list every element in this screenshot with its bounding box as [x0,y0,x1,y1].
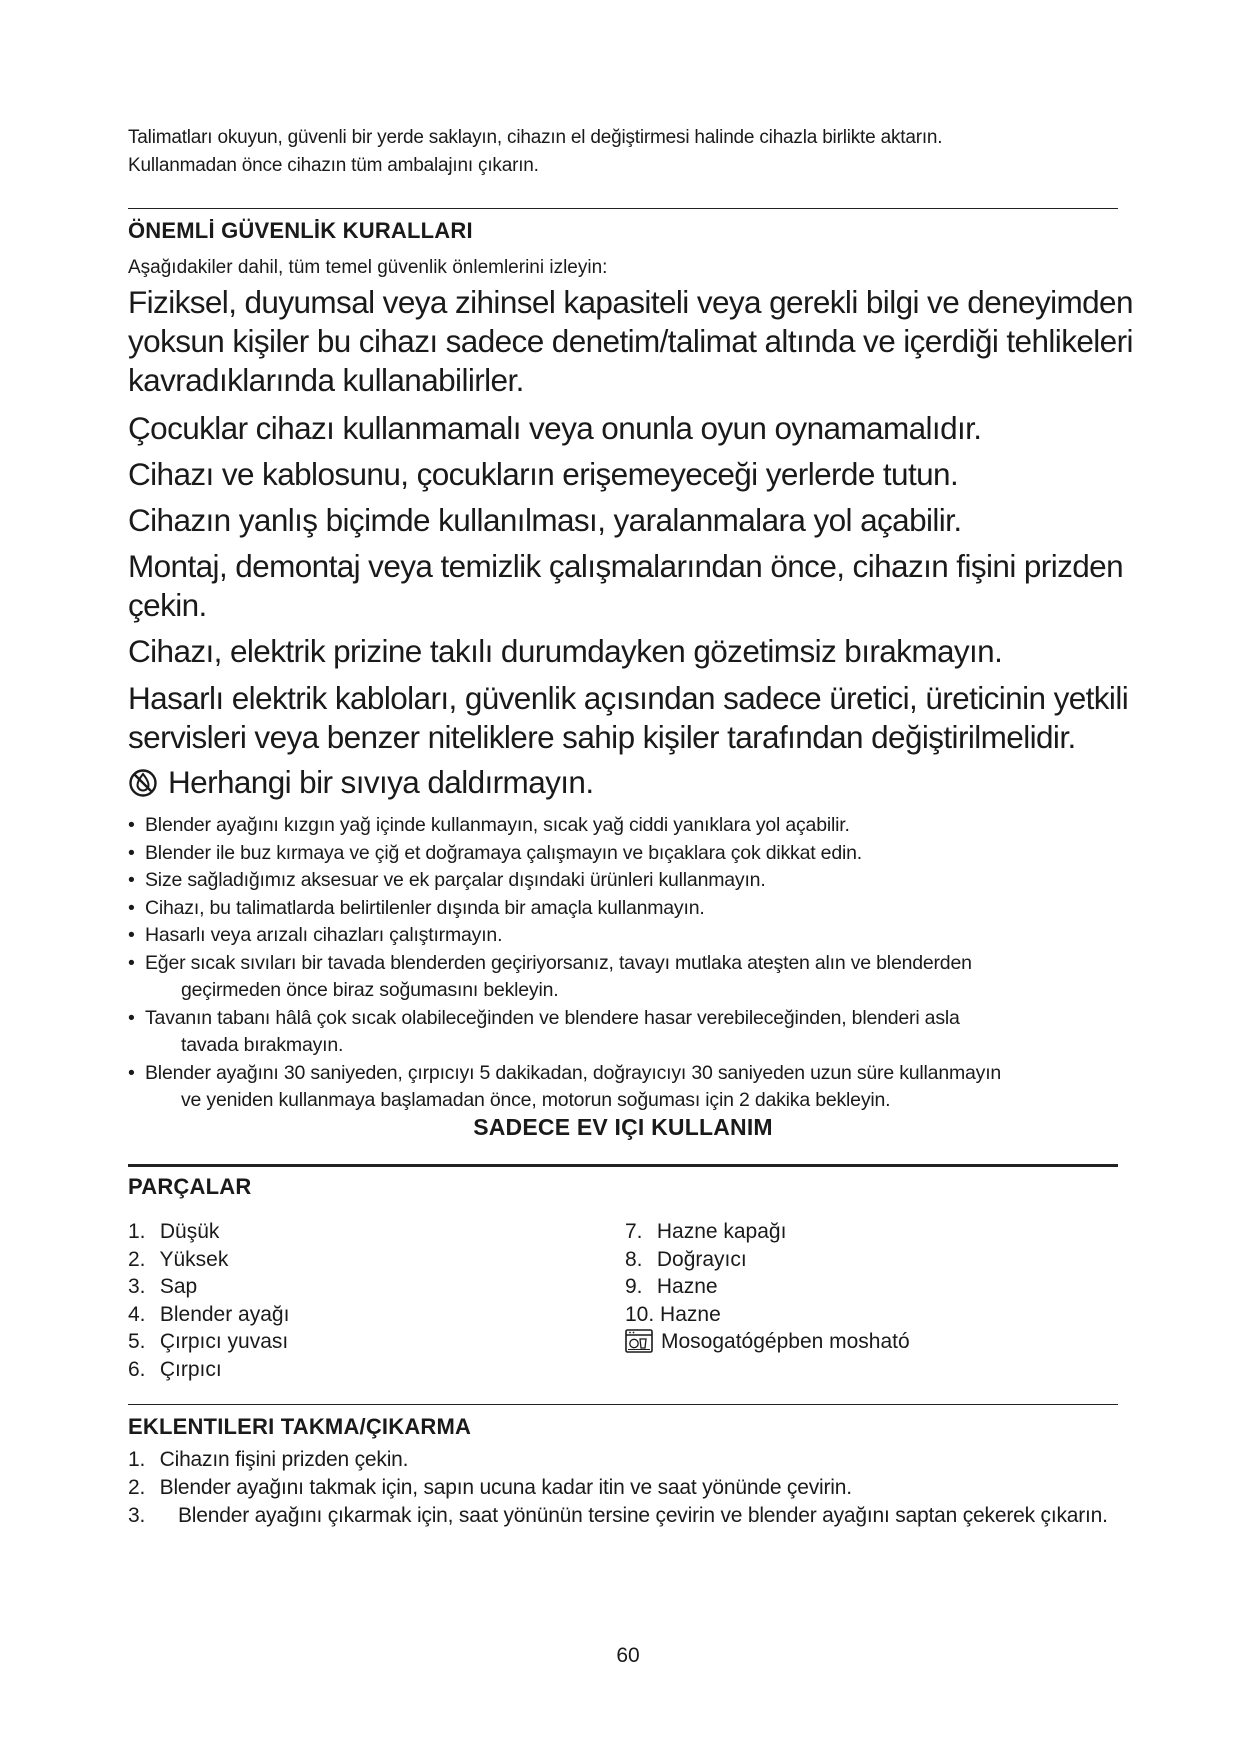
parts-item [128,1356,289,1384]
step-item [128,1446,1108,1474]
parts-item-label: Çırpıcı [159,1357,222,1381]
parts-item-number: 4. [128,1302,146,1326]
parts-item-number: 2. [128,1247,146,1271]
step-text: Blender ayağını takmak için, sapın ucuna kadar itin ve saat yönünde çevirin. [159,1476,852,1499]
parts-item-number: 8. [625,1247,643,1271]
safety-warning: Cihazı, elektrik prizine takılı durumdayken gözetimsiz bırakmayın. [128,633,1003,669]
parts-list-right [625,1218,910,1356]
parts-item-label: Çırpıcı yuvası [159,1330,289,1353]
section-divider [128,1164,1118,1167]
immersion-warning-text: Herhangi bir sıvıya daldırmayın. [168,764,594,800]
parts-item-number: 6. [128,1357,146,1381]
intro-line: Kullanmadan önce cihazın tüm ambalajını çıkarın. [128,155,539,176]
list-item-text: Tavanın tabanı hâlâ çok sıcak olabileceğinden ve blendere hasar verebileceğinden, blenderi asla [145,1006,960,1029]
list-item [128,1005,1128,1060]
parts-item-label: Hazne kapağı [656,1220,787,1243]
safety-warning: Hasarlı elektrik kabloları, güvenlik açısından sadece üretici, üreticinin yetkili servisleri veya benzer niteliklere sahip kişiler tarafından değiştirilmelidir. [128,680,1129,755]
list-item-continuation: ve yeniden kullanmaya başlamadan önce, motorun soğuması için 2 dakika bekleyin. [181,1089,891,1111]
parts-item-label: Sap [159,1275,198,1298]
safety-warning: Fiziksel, duyumsal veya zihinsel kapasiteli veya gerekli bilgi ve deneyimden yoksun kişiler bu cihazı sadece denetim/talimat altında ve içerdiği tehlikeleri kavradıklarında kullanabilirler. [128,284,1133,398]
immersion-warning [128,763,1133,802]
page-number: 60 [616,1644,640,1667]
list-item [128,1060,1128,1115]
list-item: • Cihazı, bu talimatlarda belirtilenler dışında bir amaçla kullanmayın. [128,895,1128,923]
intro-text [128,124,1128,180]
parts-item-label: Yüksek [159,1247,229,1271]
safety-warning: Montaj, demontaj veya temizlik çalışmalarından önce, cihazın fişini prizden çekin. [128,548,1123,623]
list-item: • Size sağladığımız aksesuar ve ek parçalar dışındaki ürünleri kullanmayın. [128,867,1128,895]
list-item: • Blender ile buz kırmaya ve çiğ et doğramaya çalışmayın ve bıçaklara çok dikkat edin. [128,840,1128,868]
attachments-heading: EKLENTILERI TAKMA/ÇIKARMA [128,1414,472,1439]
parts-item [128,1246,289,1274]
list-item-continuation: geçirmeden önce biraz soğumasını bekleyin. [181,979,559,1001]
no-immersion-icon [128,768,158,798]
list-item [128,950,1128,1005]
safety-warning: Cihazı ve kablosunu, çocukların erişemeyeceği yerlerde tutun. [128,456,959,492]
parts-item-label: Düşük [159,1220,220,1243]
step-text: Blender ayağını çıkarmak için, saat yönünün tersine çevirin ve blender ayağını saptan çekerek çıkarın. [178,1504,1108,1527]
step-item [128,1474,1108,1502]
section-divider [128,208,1118,209]
household-use-title: SADECE EV IÇI KULLANIM [473,1114,773,1140]
parts-item-number: 5. [128,1330,146,1353]
list-item-continuation: tavada bırakmayın. [181,1034,344,1056]
section-divider [128,1404,1118,1405]
list-item: • Blender ayağını kızgın yağ içinde kullanmayın, sıcak yağ ciddi yanıklara yol açabilir. [128,812,1128,840]
parts-item [625,1301,910,1329]
list-item-text: Eğer sıcak sıvıları bir tavada blenderden geçiriyorsanız, tavayı mutlaka ateşten alın ve blenderden [145,951,972,974]
parts-list-left [128,1218,289,1383]
parts-item-label: Doğrayıcı [656,1247,747,1271]
safety-heading: ÖNEMLİ GÜVENLİK KURALLARI [128,218,473,243]
safety-warning: Cihazın yanlış biçimde kullanılması, yaralanmalara yol açabilir. [128,502,962,538]
safety-lead: Aşağıdakiler dahil, tüm temel güvenlik önlemlerini izleyin: [128,257,608,278]
step-number: 3. [128,1504,146,1527]
parts-item-number: 3. [128,1275,146,1298]
intro-line: Talimatları okuyun, güvenli bir yerde saklayın, cihazın el değiştirmesi halinde cihazla birlikte aktarın. [128,127,943,148]
parts-item [128,1301,289,1329]
list-item: • Hasarlı veya arızalı cihazları çalıştırmayın. [128,922,1128,950]
parts-item [625,1218,910,1246]
list-item-text: Blender ayağını 30 saniyeden, çırpıcıyı 5 dakikadan, doğrayıcıyı 30 saniyeden uzun süre kullanmayın [145,1061,1002,1084]
parts-item [625,1273,910,1301]
step-text: Cihazın fişini prizden çekin. [159,1448,409,1471]
safety-bullet-list [128,812,1128,1115]
attachment-steps [128,1446,1108,1530]
parts-item [128,1218,289,1246]
parts-item [128,1328,289,1356]
parts-heading: PARÇALAR [128,1174,252,1199]
dishwasher-safe-label: Mosogatógépben mosható [661,1330,910,1353]
dishwasher-icon [625,1329,653,1353]
dishwasher-safe-note [625,1328,910,1356]
step-item [128,1502,1108,1530]
parts-item [625,1246,910,1274]
parts-item-number: 7. [625,1220,643,1243]
parts-item [128,1273,289,1301]
parts-item-label: Hazne [656,1275,718,1298]
parts-item-number: 9. [625,1275,643,1298]
parts-item-number: 10. [625,1302,655,1326]
step-number: 1. [128,1448,146,1471]
parts-item-number: 1. [128,1220,146,1243]
safety-warning: Çocuklar cihazı kullanmamalı veya onunla oyun oynamamalıdır. [128,410,982,446]
step-number: 2. [128,1476,146,1499]
parts-item-label: Blender ayağı [159,1302,290,1326]
parts-item-label: Hazne [660,1302,721,1326]
